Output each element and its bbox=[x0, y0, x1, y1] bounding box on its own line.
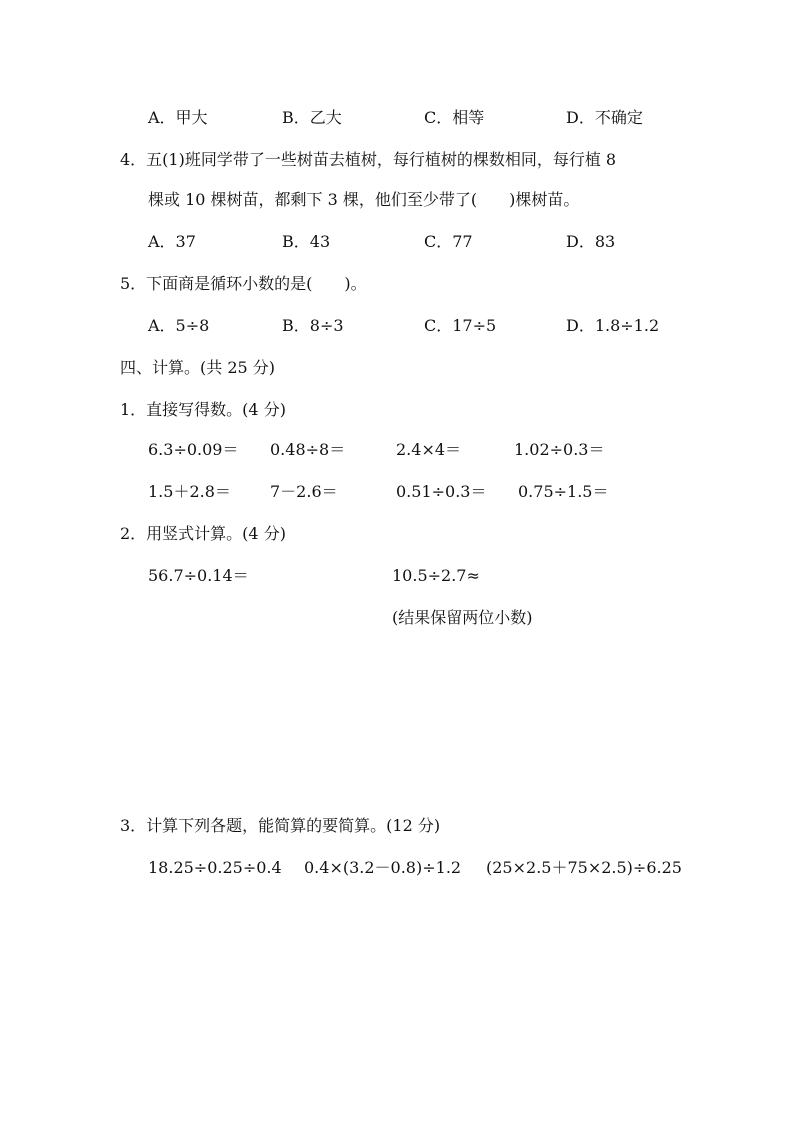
mental-calc-item: 0.51÷0.3＝ bbox=[396, 482, 487, 501]
q5-option-a: A．5÷8 bbox=[148, 316, 210, 335]
q3-option-b: B．乙大 bbox=[282, 108, 342, 127]
q4-option-d: D．83 bbox=[566, 232, 616, 251]
q3-option-d: D．不确定 bbox=[566, 108, 643, 127]
section-4-heading: 四、计算。(共 25 分) bbox=[120, 358, 276, 377]
part-3-title: 3．计算下列各题，能简算的要简算。(12 分) bbox=[120, 816, 441, 835]
simplify-calc-item: 18.25÷0.25÷0.4 bbox=[148, 858, 282, 877]
q4-option-a: A．37 bbox=[148, 232, 196, 251]
mental-calc-item: 6.3÷0.09＝ bbox=[148, 440, 239, 459]
mental-calc-item: 2.4×4＝ bbox=[396, 440, 462, 459]
vertical-calc-item: 56.7÷0.14＝ bbox=[148, 566, 249, 585]
mental-calc-item: 0.75÷1.5＝ bbox=[518, 482, 609, 501]
q5-option-b: B．8÷3 bbox=[282, 316, 344, 335]
mental-calc-item: 0.48÷8＝ bbox=[270, 440, 346, 459]
q4-option-c: C．77 bbox=[424, 232, 473, 251]
vertical-calc-item: 10.5÷2.7≈ bbox=[392, 566, 480, 585]
mental-calc-item: 1.5＋2.8＝ bbox=[148, 482, 231, 501]
mental-calc-item: 1.02÷0.3＝ bbox=[514, 440, 605, 459]
q4-text-line1: 4．五(1)班同学带了一些树苗去植树，每行植树的棵数相同，每行植 8 bbox=[120, 150, 617, 169]
q3-option-c: C．相等 bbox=[424, 108, 485, 127]
q4-option-b: B．43 bbox=[282, 232, 331, 251]
mental-calc-item: 7－2.6＝ bbox=[270, 482, 338, 501]
q3-option-a: A．甲大 bbox=[148, 108, 208, 127]
part-1-title: 1．直接写得数。(4 分) bbox=[120, 400, 286, 419]
q4-text-line2: 棵或 10 棵树苗，都剩下 3 棵，他们至少带了( )棵树苗。 bbox=[148, 190, 580, 209]
simplify-calc-item: (25×2.5＋75×2.5)÷6.25 bbox=[486, 858, 682, 877]
part-2-title: 2．用竖式计算。(4 分) bbox=[120, 524, 286, 543]
rounding-note: (结果保留两位小数) bbox=[392, 608, 533, 627]
simplify-calc-item: 0.4×(3.2－0.8)÷1.2 bbox=[304, 858, 462, 877]
q5-text: 5．下面商是循环小数的是( )。 bbox=[120, 274, 367, 293]
q5-option-c: C．17÷5 bbox=[424, 316, 497, 335]
q5-option-d: D．1.8÷1.2 bbox=[566, 316, 660, 335]
